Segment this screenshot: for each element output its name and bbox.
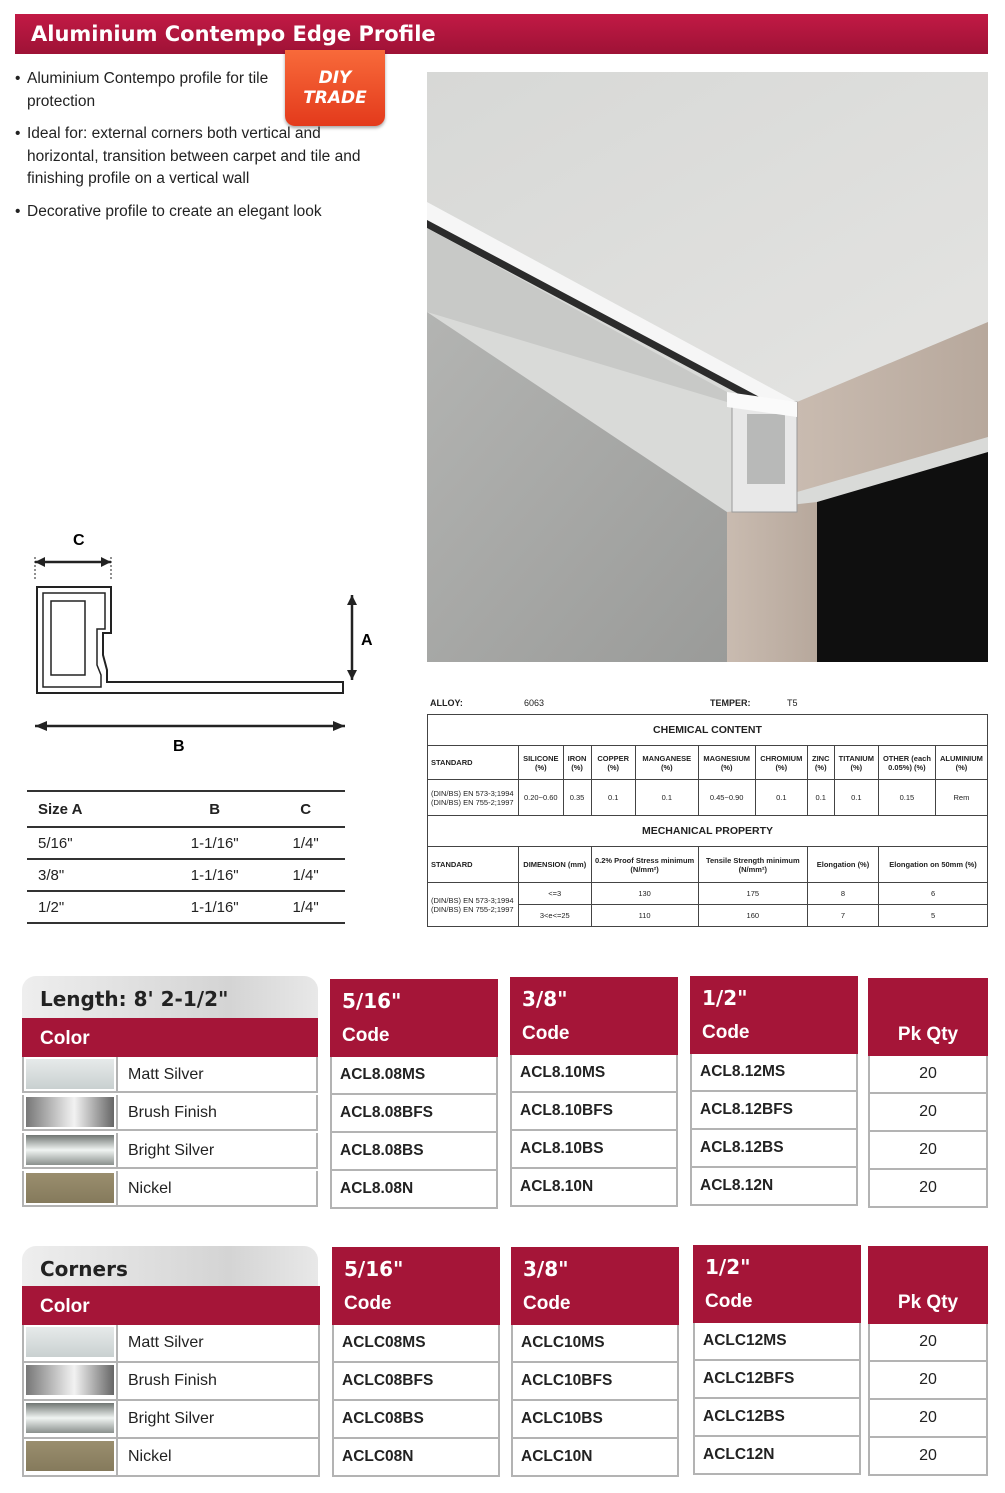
matt-silver-swatch (26, 1327, 114, 1357)
length-size-header (690, 976, 858, 1054)
corners-size-header (693, 1245, 861, 1323)
dim-label-a: A (361, 632, 373, 649)
feature-item: • Ideal for: external corners both vertical and horizontal, transition between carpet and tile and finishing profile on a vertical wall (15, 123, 370, 191)
code-label: Code (523, 1293, 571, 1314)
chem-value: 0.1 (591, 780, 635, 816)
color-name: Nickel (128, 1448, 172, 1465)
temper-label: TEMPER: (710, 698, 751, 708)
mech-header: STANDARD (428, 847, 519, 883)
color-name: Brush Finish (128, 1372, 217, 1389)
size-table (27, 790, 345, 924)
mech-row (428, 883, 988, 905)
product-code: ACLC08MS (332, 1325, 500, 1363)
page-title: Aluminium Contempo Edge Profile (15, 14, 988, 54)
pk-qty: 20 (868, 1056, 988, 1094)
length-size-header (330, 979, 498, 1057)
chem-value: 0.45~0.90 (698, 780, 755, 816)
code-label: Code (705, 1291, 753, 1312)
color-row (22, 1133, 318, 1169)
size-cell: 1/4" (271, 827, 345, 859)
product-code: ACL8.08N (330, 1171, 498, 1209)
chem-value: Rem (935, 780, 987, 816)
size-cell: 5/16" (27, 827, 158, 859)
size-cell: 1/4" (271, 891, 345, 923)
mech-value: 130 (591, 883, 698, 905)
color-name: Brush Finish (128, 1104, 217, 1121)
pk-qty: 20 (868, 1170, 988, 1208)
size-label: 1/2" (702, 986, 748, 1010)
table-row (27, 827, 345, 859)
color-row (22, 1439, 320, 1477)
product-code: ACLC10BS (511, 1401, 679, 1439)
product-code: ACLC10MS (511, 1325, 679, 1363)
product-code: ACLC12MS (693, 1323, 861, 1361)
product-code: ACL8.10BFS (510, 1093, 678, 1131)
product-code: ACL8.12BS (690, 1130, 858, 1168)
chemical-content-title: CHEMICAL CONTENT (428, 715, 988, 746)
chem-header: TITANIUM (%) (834, 746, 878, 780)
length-heading: Length: 8' 2-1/2" (22, 976, 318, 1018)
color-row (22, 1171, 318, 1207)
size-label: 3/8" (523, 1257, 569, 1281)
mech-value: 5 (879, 905, 988, 927)
table-row (27, 859, 345, 891)
mech-header: Tensile Strength minimum (N/mm²) (698, 847, 807, 883)
product-code: ACL8.12MS (690, 1054, 858, 1092)
b-header: B (158, 791, 271, 827)
pk-qty: 20 (868, 1362, 988, 1400)
chem-header: SILICONE (%) (519, 746, 564, 780)
chem-header: MANGANESE (%) (635, 746, 698, 780)
product-code: ACL8.10MS (510, 1055, 678, 1093)
size-label: 3/8" (522, 987, 568, 1011)
product-code: ACL8.08BS (330, 1133, 498, 1171)
chem-header-row (428, 746, 988, 780)
color-row (22, 1401, 320, 1439)
brush-finish-swatch (26, 1097, 114, 1127)
mech-value: <=3 (519, 883, 592, 905)
chem-header: ZINC (%) (807, 746, 834, 780)
dim-label-b: B (173, 738, 185, 755)
nickel-swatch (26, 1173, 114, 1203)
mech-header: 0.2% Proof Stress minimum (N/mm²) (591, 847, 698, 883)
pk-qty: 20 (868, 1132, 988, 1170)
alloy-label: ALLOY: (430, 698, 463, 708)
feature-item: • Decorative profile to create an elegant look (15, 201, 370, 224)
chem-value: 0.1 (834, 780, 878, 816)
chem-standard: (DIN/BS) EN 573-3;1994 (DIN/BS) EN 755-2;1997 (428, 780, 519, 816)
size-label: 5/16" (342, 989, 402, 1013)
product-code: ACL8.08BFS (330, 1095, 498, 1133)
corners-color-header: Color (22, 1286, 320, 1325)
mech-value: 7 (807, 905, 878, 927)
mechanical-property-title: MECHANICAL PROPERTY (428, 816, 988, 847)
size-cell: 1/4" (271, 859, 345, 891)
pk-qty: 20 (868, 1438, 988, 1476)
color-row (22, 1057, 318, 1093)
size-cell: 1-1/16" (158, 859, 271, 891)
feature-item: • Aluminium Contempo profile for tile protection (15, 68, 282, 113)
brush-finish-swatch (26, 1365, 114, 1395)
nickel-swatch (26, 1441, 114, 1471)
chem-value: 0.1 (635, 780, 698, 816)
pk-qty-header: Pk Qty (868, 1246, 988, 1324)
mech-value: 3<e<=25 (519, 905, 592, 927)
matt-silver-swatch (26, 1059, 114, 1089)
chem-header: MAGNESIUM (%) (698, 746, 755, 780)
bright-silver-swatch (26, 1135, 114, 1165)
pk-qty: 20 (868, 1094, 988, 1132)
chem-value: 0.1 (807, 780, 834, 816)
mech-header: Elongation on 50mm (%) (879, 847, 988, 883)
product-code: ACL8.08MS (330, 1057, 498, 1095)
size-cell: 1/2" (27, 891, 158, 923)
size-label: 1/2" (705, 1255, 751, 1279)
chem-header: CHROMIUM (%) (755, 746, 807, 780)
badge-line-1: DIY (318, 68, 352, 88)
temper-value: T5 (787, 698, 798, 708)
length-color-header: Color (22, 1018, 318, 1057)
product-code: ACLC12N (693, 1437, 861, 1475)
pk-qty-header: Pk Qty (868, 978, 988, 1056)
length-size-header (510, 977, 678, 1055)
chem-values-row (428, 780, 988, 816)
product-code: ACLC12BFS (693, 1361, 861, 1399)
color-row (22, 1363, 320, 1401)
size-cell: 1-1/16" (158, 891, 271, 923)
mech-header: Elongation (%) (807, 847, 878, 883)
product-code: ACLC08BFS (332, 1363, 500, 1401)
product-code: ACLC08BS (332, 1401, 500, 1439)
mech-value: 160 (698, 905, 807, 927)
corners-size-header (332, 1247, 500, 1325)
color-name: Bright Silver (128, 1410, 215, 1427)
corners-heading: Corners (22, 1246, 318, 1288)
chem-header: COPPER (%) (591, 746, 635, 780)
mech-value: 8 (807, 883, 878, 905)
product-code: ACLC10N (511, 1439, 679, 1477)
chem-value: 0.20~0.60 (519, 780, 564, 816)
chem-value: 0.35 (563, 780, 591, 816)
corners-size-header (511, 1247, 679, 1325)
pk-qty: 20 (868, 1324, 988, 1362)
bright-silver-swatch (26, 1403, 114, 1433)
table-row (27, 891, 345, 923)
chem-header: ALUMINIUM (%) (935, 746, 987, 780)
mech-value: 6 (879, 883, 988, 905)
product-code: ACLC12BS (693, 1399, 861, 1437)
profile-dimension-diagram (25, 525, 373, 765)
color-row (22, 1095, 318, 1131)
mech-standard: (DIN/BS) EN 573-3;1994 (DIN/BS) EN 755-2;1997 (428, 883, 519, 927)
product-code: ACL8.10BS (510, 1131, 678, 1169)
color-name: Nickel (128, 1180, 172, 1197)
product-code: ACL8.10N (510, 1169, 678, 1207)
badge-line-2: TRADE (303, 88, 367, 108)
chem-value: 0.15 (879, 780, 936, 816)
color-row (22, 1325, 320, 1363)
mech-header: DIMENSION (mm) (519, 847, 592, 883)
chem-header: OTHER (each 0.05%) (%) (879, 746, 936, 780)
size-cell: 1-1/16" (158, 827, 271, 859)
pk-qty: 20 (868, 1400, 988, 1438)
feature-list (15, 68, 370, 233)
chem-header: IRON (%) (563, 746, 591, 780)
alloy-temper-line (430, 698, 988, 708)
code-label: Code (702, 1022, 750, 1043)
chem-value: 0.1 (755, 780, 807, 816)
spec-table (427, 714, 988, 927)
chem-header: STANDARD (428, 746, 519, 780)
c-header: C (271, 791, 345, 827)
product-photo (427, 72, 988, 662)
size-cell: 3/8" (27, 859, 158, 891)
dim-label-c: C (73, 532, 85, 549)
code-label: Code (522, 1023, 570, 1044)
size-table-header (27, 791, 345, 827)
code-label: Code (344, 1293, 392, 1314)
code-label: Code (342, 1025, 390, 1046)
size-a-header: Size A (27, 791, 158, 827)
product-code: ACLC08N (332, 1439, 500, 1477)
color-name: Bright Silver (128, 1142, 215, 1159)
color-name: Matt Silver (128, 1066, 204, 1083)
alloy-value: 6063 (524, 698, 545, 708)
mech-value: 110 (591, 905, 698, 927)
size-label: 5/16" (344, 1257, 404, 1281)
color-name: Matt Silver (128, 1334, 204, 1351)
mech-header-row (428, 847, 988, 883)
product-code: ACL8.12BFS (690, 1092, 858, 1130)
product-code: ACL8.12N (690, 1168, 858, 1206)
product-code: ACLC10BFS (511, 1363, 679, 1401)
mech-value: 175 (698, 883, 807, 905)
